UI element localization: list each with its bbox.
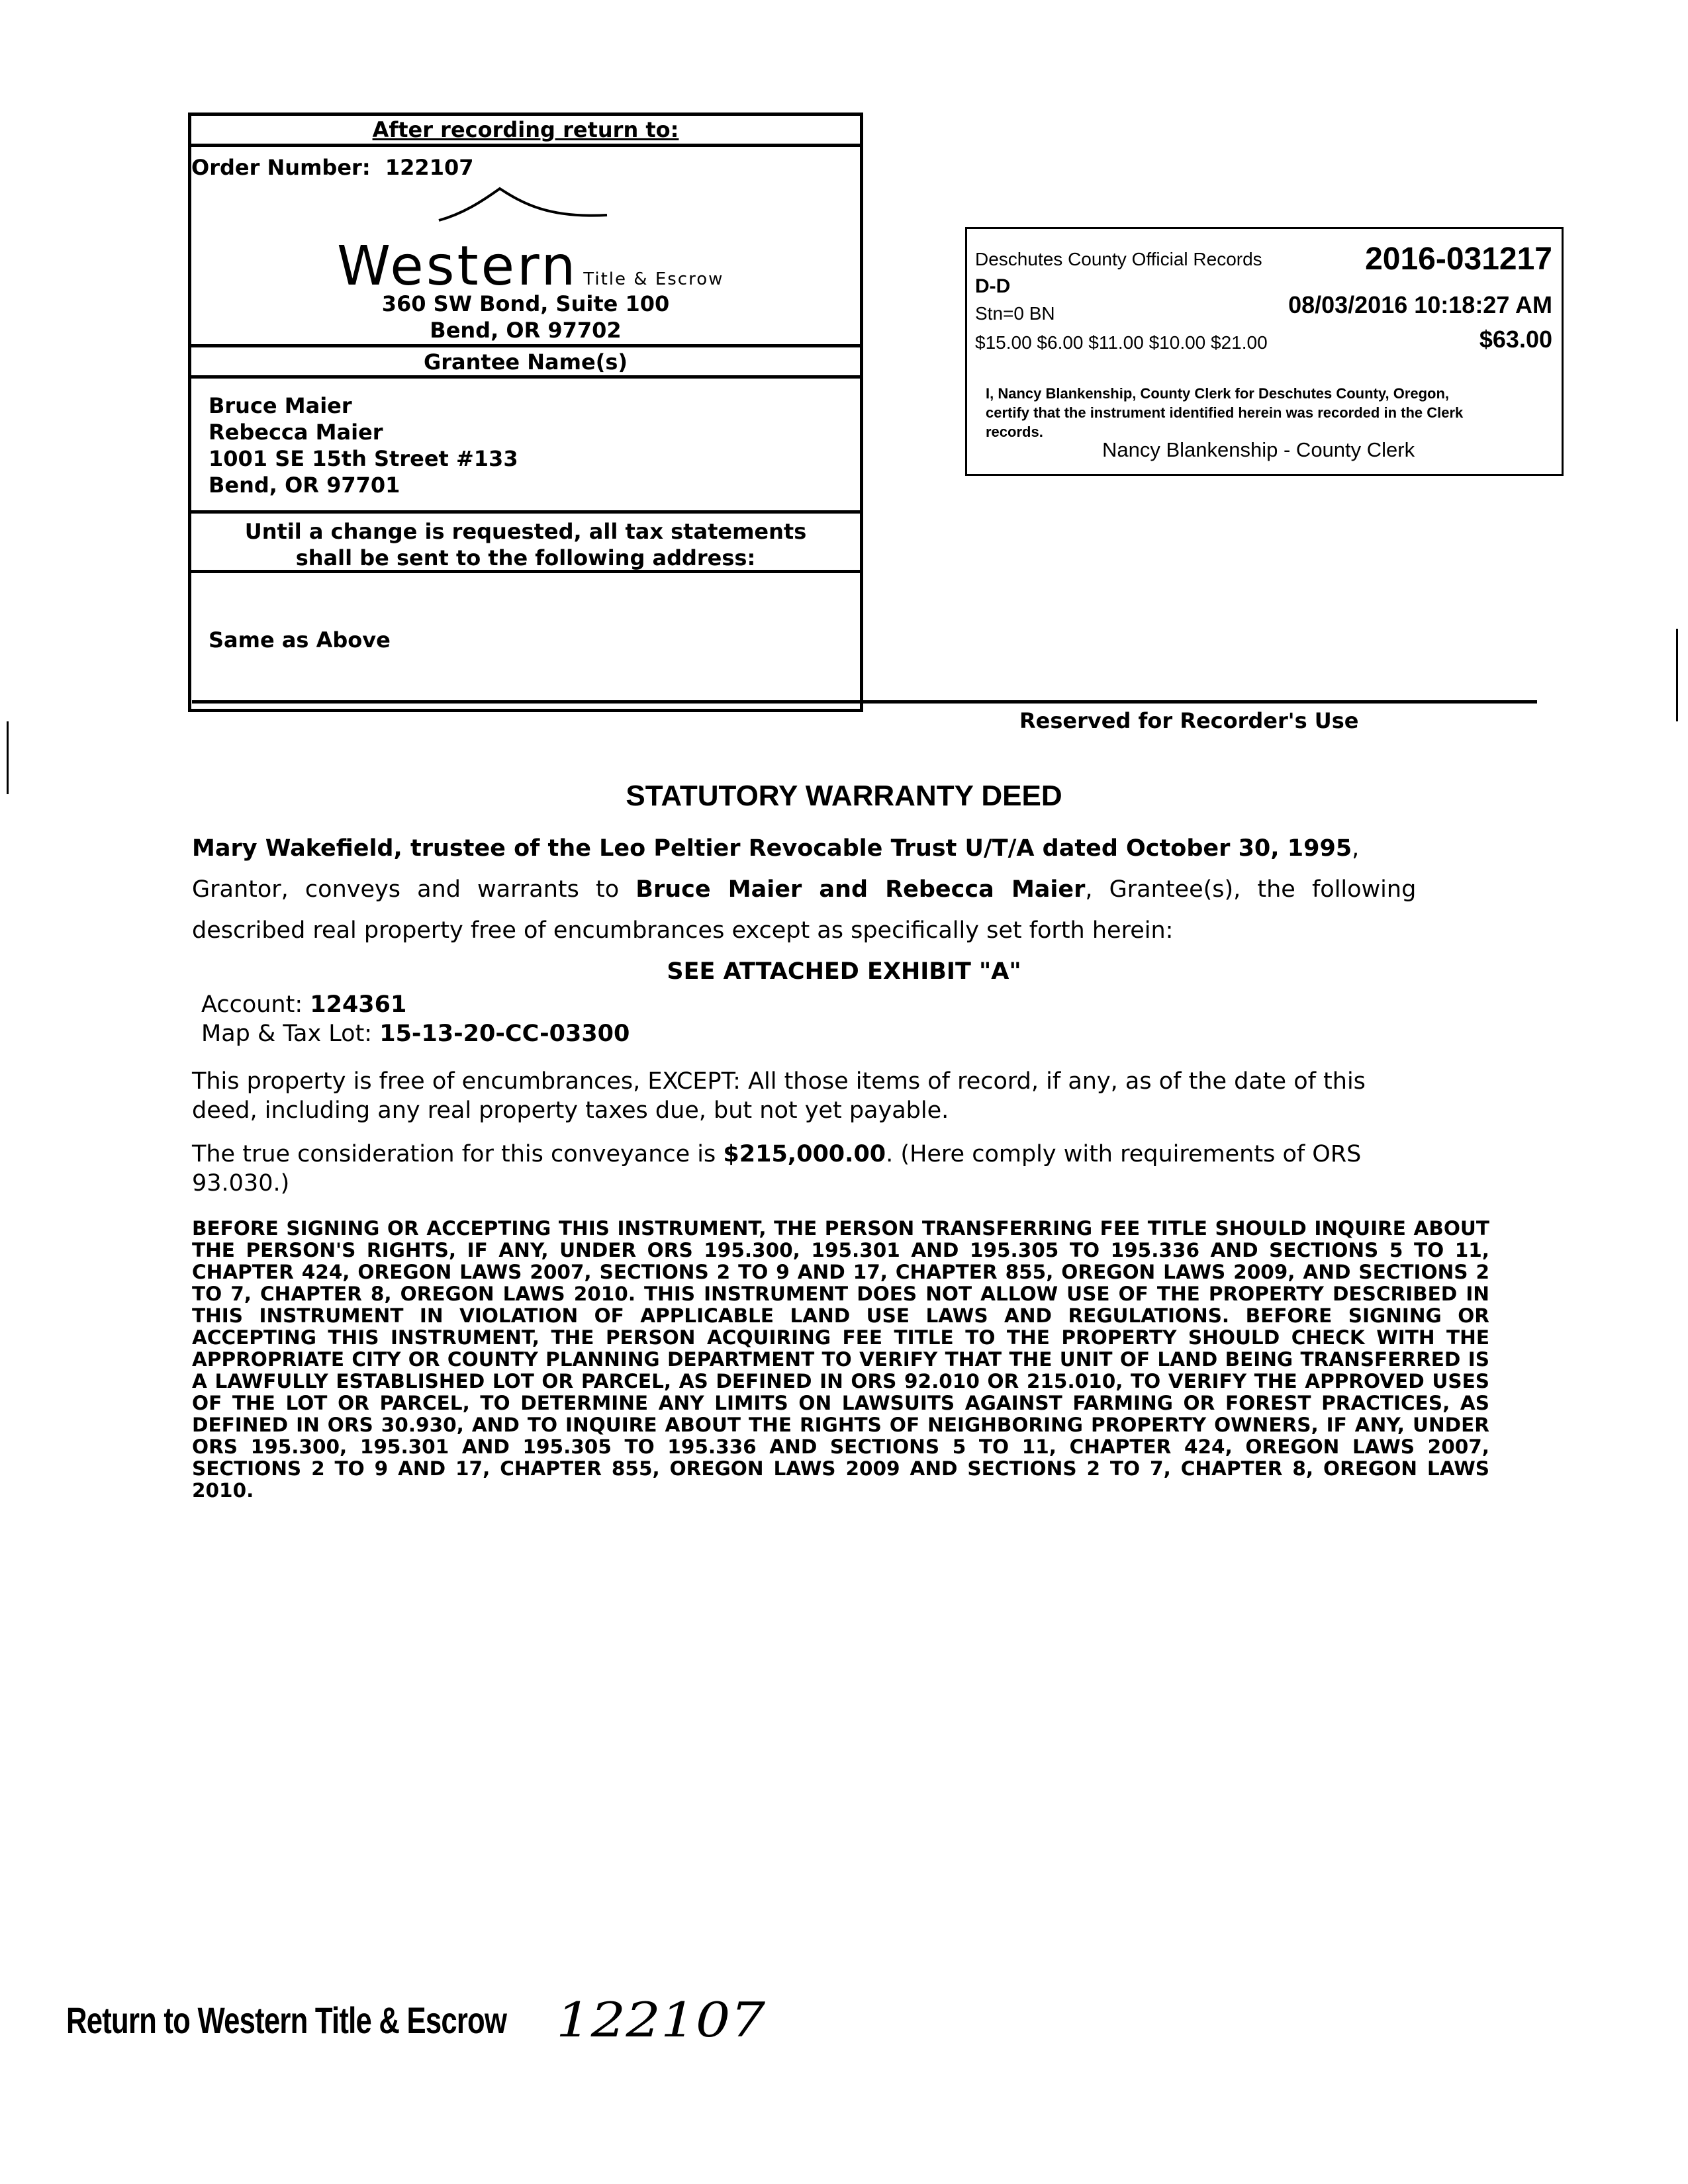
consideration-line: 93.030.) bbox=[192, 1170, 290, 1197]
scan-mark-right bbox=[1676, 629, 1678, 721]
consideration-line: The true consideration for this conveyance is $215,000.00. (Here comply with requirements of ORS bbox=[192, 1141, 1362, 1167]
fee-total: $63.00 bbox=[1479, 326, 1552, 353]
encumbrance-line: deed, including any real property taxes due, but not yet payable. bbox=[192, 1097, 949, 1124]
tax-header-line1: Until a change is requested, all tax statements bbox=[244, 519, 807, 544]
grantor-line: Mary Wakefield, trustee of the Leo Peltier Revocable Trust U/T/A dated October 30, 1995, bbox=[192, 835, 1360, 862]
grantee-conveyance-line: Grantor, conveys and warrants to Bruce Maier and Rebecca Maier, Grantee(s), the following bbox=[192, 876, 1417, 903]
fee-list: $15.00 $6.00 $11.00 $10.00 $21.00 bbox=[975, 332, 1268, 353]
grantee-header: Grantee Name(s) bbox=[424, 349, 628, 375]
exhibit-reference: SEE ATTACHED EXHIBIT "A" bbox=[667, 958, 1021, 985]
grantee-line: Bruce Maier bbox=[209, 393, 352, 418]
western-logo: Western Title & Escrow bbox=[337, 235, 724, 298]
certification-line: I, Nancy Blankenship, County Clerk for Deschutes County, Oregon, bbox=[986, 385, 1450, 402]
grantee-line: 1001 SE 15th Street #133 bbox=[209, 446, 518, 471]
encumbrance-line: This property is free of encumbrances, EXCEPT: All those items of record, if any, as of the date of this bbox=[192, 1068, 1366, 1095]
grantee-line: Rebecca Maier bbox=[209, 420, 383, 445]
recorder-stamp-box bbox=[965, 227, 1564, 476]
company-address-line2: Bend, OR 97702 bbox=[430, 318, 622, 343]
property-description-line: described real property free of encumbrances except as specifically set forth herein: bbox=[192, 917, 1174, 944]
western-mountain-logo-icon bbox=[436, 182, 608, 235]
record-number: 2016-031217 bbox=[1365, 242, 1552, 277]
reserved-label: Reserved for Recorder's Use bbox=[1019, 708, 1359, 733]
certification-line: certify that the instrument identified herein was recorded in the Clerk bbox=[986, 404, 1464, 421]
return-stamp: Return to Western Title & Escrow bbox=[66, 1999, 507, 2041]
tax-address: Same as Above bbox=[209, 627, 391, 653]
doc-type: D-D bbox=[975, 275, 1011, 297]
station: Stn=0 BN bbox=[975, 303, 1055, 324]
land-use-notice: BEFORE SIGNING OR ACCEPTING THIS INSTRUMENT, THE PERSON TRANSFERRING FEE TITLE SHOULD INQUIRE ABOUT THE PERSON'S RIGHTS, IF ANY, UNDER ORS 195.300, 195.301 AND 195.305 TO 195.336 AND SECTIONS 5 TO 11, CHAPTER 424, OREGON LAWS 2007, SECTIONS 2 TO 9 AND 17, CHAPTER 855, OREGON LAWS 2009, AND SECTIONS 2 TO 7, CHAPTER 8, OREGON LAWS 2010. THIS INSTRUMENT DOES NOT ALLOW USE OF THE PROPERTY DESCRIBED IN THIS INSTRUMENT IN VIOLATION OF APPLICABLE LAND USE LAWS AND REGULATIONS. BEFORE SIGNING OR ACCEPTING THIS INSTRUMENT, THE PERSON ACQUIRING FEE TITLE TO THE PROPERTY SHOULD CHECK WITH THE APPROPRIATE CITY OR COUNTY PLANNING DEPARTMENT TO VERIFY THAT THE UNIT OF LAND BEING TRANSFERRED IS A LAWFULLY ESTABLISHED LOT OR PARCEL, AS DEFINED IN ORS 92.010 OR 215.010, TO VERIFY THE APPROVED USES OF THE LOT OR PARCEL, TO DETERMINE ANY LIMITS ON LAWSUITS AGAINST FARMING OR FOREST PRACTICES, AS DEFINED IN ORS 30.930, AND TO INQUIRE ABOUT THE RIGHTS OF NEIGHBORING PROPERTY OWNERS, IF ANY, UNDER ORS 195.300, 195.301 AND 195.305 TO 195.336 AND SECTIONS 5 TO 11, CHAPTER 424, OREGON LAWS 2007, SECTIONS 2 TO 9 AND 17, CHAPTER 855, OREGON LAWS 2009 AND SECTIONS 2 TO 7, CHAPTER 8, OREGON LAWS 2010. bbox=[192, 1217, 1489, 1502]
clerk-signature: Nancy Blankenship - County Clerk bbox=[1102, 438, 1415, 461]
return-address-box bbox=[188, 113, 863, 712]
return-header: After recording return to: bbox=[191, 116, 860, 147]
order-number: Order Number: 122107 bbox=[191, 155, 474, 180]
grantee-line: Bend, OR 97701 bbox=[209, 473, 400, 498]
recorder-divider-line bbox=[192, 700, 1537, 704]
map-tax-lot-line: Map & Tax Lot: 15-13-20-CC-03300 bbox=[201, 1021, 630, 1047]
company-address-line1: 360 SW Bond, Suite 100 bbox=[381, 291, 670, 316]
record-datetime: 08/03/2016 10:18:27 AM bbox=[1288, 291, 1552, 318]
account-line: Account: 124361 bbox=[201, 991, 407, 1018]
tax-header-line2: shall be sent to the following address: bbox=[295, 545, 756, 570]
certification-line: records. bbox=[986, 424, 1043, 440]
deed-title: STATUTORY WARRANTY DEED bbox=[626, 780, 1062, 812]
county-records-label: Deschutes County Official Records bbox=[975, 249, 1262, 269]
handwritten-order-number: 122107 bbox=[556, 1992, 766, 2048]
